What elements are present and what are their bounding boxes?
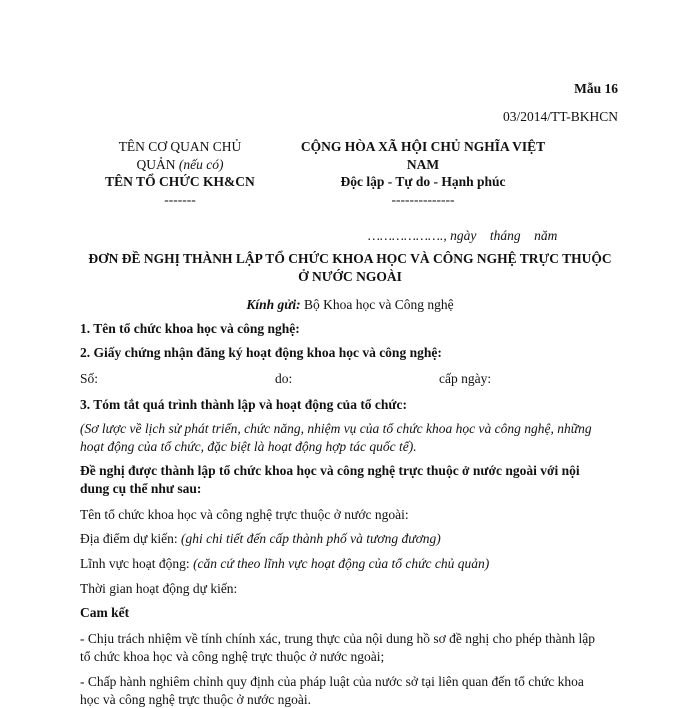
org-name: TÊN TỔ CHỨC KH&CN (105, 174, 255, 190)
country-line1: CỘNG HÒA XÃ HỘI CHỦ NGHĨA VIỆT (300, 139, 546, 154)
section-3-note (80, 420, 620, 455)
certificate-issuer-label: do: (275, 371, 293, 386)
proposal-field (80, 555, 620, 573)
document-title (70, 250, 630, 285)
field-label: Lĩnh vực hoạt động: (80, 556, 194, 571)
date-dots: ………………., (368, 228, 447, 243)
commitment-heading: Cam kết (80, 605, 130, 620)
proposal-name-label: Tên tổ chức khoa học và công nghệ trực thuộc ở nước ngoài: (80, 507, 409, 522)
certificate-date-label: cấp ngày: (439, 371, 492, 386)
location-note: (ghi chi tiết đến cấp thành phố và tương đương) (181, 531, 441, 546)
country-line2: NAM (406, 156, 440, 172)
right-dash: -------------- (391, 191, 455, 207)
section-3-note-line2: hoạt động của tổ chức, đặc biệt là hoạt động hợp tác quốc tế). (80, 438, 417, 454)
commitment-item-1-line2: tổ chức khoa học và công nghệ trực thuộc ở nước ngoài; (80, 648, 385, 664)
title-line2: Ở NƯỚC NGOÀI (298, 268, 402, 284)
agency-line1: TÊN CƠ QUAN CHỦ (118, 139, 242, 154)
commitment-item-2 (80, 673, 620, 708)
left-dash: ------- (164, 191, 196, 207)
circular-number: 03/2014/TT-BKHCN (502, 109, 618, 124)
section-2-heading: 2. Giấy chứng nhận đăng ký hoạt động khoa học và công nghệ: (80, 345, 442, 360)
section-3-note-line1: (Sơ lược về lịch sử phát triển, chức năng, nhiệm vụ của tổ chức khoa học và công nghệ, những (80, 421, 592, 436)
title-line1: ĐƠN ĐỀ NGHỊ THÀNH LẬP TỔ CHỨC KHOA HỌC VÀ CÔNG NGHỆ TRỰC THUỘC (88, 251, 612, 266)
agency-note: (nếu có) (178, 156, 224, 172)
recipient-value: Bộ Khoa học và Công nghệ (300, 297, 454, 312)
recipient (80, 296, 620, 314)
agency-line2-wrap (95, 156, 265, 174)
field-note: (căn cứ theo lĩnh vực hoạt động của tổ chức chủ quản) (193, 556, 490, 571)
date-text: ngày tháng năm (446, 228, 558, 243)
agency-header (95, 138, 265, 208)
recipient-label: Kính gửi: (246, 297, 301, 312)
proposal-time-label: Thời gian hoạt động dự kiến: (80, 581, 238, 596)
commitment-item-2-line1: - Chấp hành nghiêm chỉnh quy định của pháp luật của nước sở tại liên quan đến tổ chức khoa (80, 674, 584, 689)
certificate-number-label: Số: (80, 371, 99, 386)
date-line (368, 227, 628, 245)
commitment-item-1-line1: - Chịu trách nhiệm về tính chính xác, trung thực của nội dung hồ sơ đề nghị cho phép thành lập (80, 631, 595, 646)
section-3-heading: 3. Tóm tắt quá trình thành lập và hoạt động của tổ chức: (80, 397, 408, 412)
country-header (283, 138, 563, 208)
proposal-heading-line2: dung cụ thể như sau: (80, 480, 202, 496)
commitment-item-1 (80, 630, 620, 665)
commitment-item-2-line2: học và công nghệ trực thuộc ở nước ngoài. (80, 691, 311, 707)
proposal-heading (80, 462, 620, 497)
proposal-heading-line1: Đề nghị được thành lập tổ chức khoa học và công nghệ trực thuộc ở nước ngoài với nội (80, 463, 580, 478)
proposal-location (80, 530, 620, 548)
form-number: Mẫu 16 (574, 81, 618, 96)
motto: Độc lập - Tự do - Hạnh phúc (340, 174, 506, 190)
section-1-heading: 1. Tên tổ chức khoa học và công nghệ: (80, 321, 300, 336)
agency-line2: QUẢN (136, 156, 176, 172)
location-label: Địa điểm dự kiến: (80, 531, 182, 546)
